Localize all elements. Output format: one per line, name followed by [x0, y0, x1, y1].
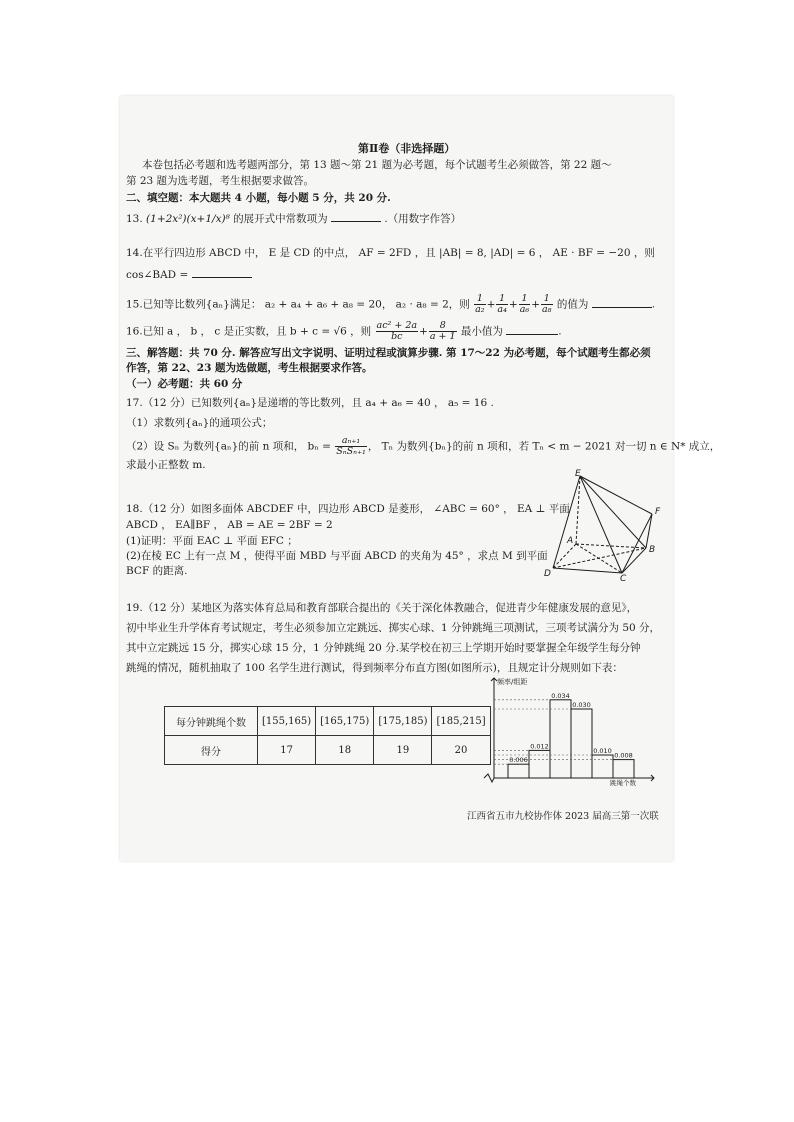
polyhedron-figure — [540, 469, 665, 584]
q17-line-3-post: ， Tₙ 为数列{bₙ}的前 n 项和，若 Tₙ < m − 2021 对一切 n ∈ N* 成立， — [367, 440, 721, 453]
histogram-data-label: 0.030 — [572, 701, 591, 709]
score-table-range: [175,185) — [374, 707, 432, 736]
score-table-range: [155,165) — [258, 707, 316, 736]
question-17-line-3 — [126, 436, 720, 457]
section-title: 第Ⅱ卷（非选择题） — [358, 142, 456, 155]
q16-pre: 16.已知 a ， b ， c 是正实数，且 b + c = √6 ，则 — [126, 325, 372, 338]
q17-line-4: 求最小正整数 m. — [126, 459, 206, 471]
histogram-data-label: 0.010 — [593, 747, 612, 755]
edge-ED — [553, 476, 580, 568]
label-B: B — [649, 545, 656, 555]
q15-answer-blank[interactable] — [592, 297, 652, 308]
q19-line-1: 19.（12 分）某地区为落实体育总局和教育部联合提出的《关于深化体教融合，促进青少年健康发展的意见》， — [126, 602, 638, 614]
q14-answer-blank[interactable] — [192, 267, 252, 278]
fill-heading: 二、填空题：本大题共 4 小题，每小题 5 分，共 20 分. — [126, 192, 391, 204]
q16-fraction-2: $\frac{8}{a + 1}$ — [429, 320, 456, 342]
score-table-header-label: 每分钟跳绳个数 — [165, 707, 258, 736]
q19-line-2: 初中毕业生升学体育考试规定，考生必须参加立定跳远、掷实心球、1 分钟跳绳三项测试，三项考试满分为 50 分， — [126, 622, 661, 634]
score-table-score: 17 — [258, 736, 316, 765]
q15-fraction-4: $\frac{1}{\text{a₈}}$ — [542, 293, 552, 315]
score-table-score: 18 — [316, 736, 374, 765]
q15-fraction-3: $\frac{1}{\text{a₆}}$ — [519, 293, 530, 315]
score-table-score: 19 — [374, 736, 432, 765]
exam-page — [120, 96, 721, 861]
q15-fraction-2: $\frac{1}{\text{a₄}}$ — [497, 293, 507, 315]
q18-line-5: BCF 的距离. — [126, 565, 188, 577]
histogram-bar — [592, 755, 613, 778]
histogram-ylabel: 频率/组距 — [497, 678, 528, 686]
axis-break-mark — [484, 774, 494, 782]
q15-pre: 15.已知等比数列{aₙ}满足： a₂ + a₄ + a₆ + a₈ = 20， a₂ · a₈ = 2，则 — [126, 298, 470, 311]
q13-text: 的展开式中常数项为 — [233, 213, 328, 225]
edge-EB — [580, 476, 646, 548]
q18-line-3: (1)证明：平面 EAC ⊥ 平面 EFC ； — [126, 535, 298, 547]
histogram-bar — [550, 700, 571, 778]
label-E: E — [575, 469, 581, 479]
q14-line-1: 14.在平行四边形 ABCD 中， E 是 CD 的中点， AF = 2FD ，且 |AB| = 8, |AD| = 6 ， AE · BF = −20 ，则 — [126, 247, 655, 259]
edge-DC — [553, 568, 622, 573]
histogram-bar — [571, 709, 592, 778]
frequency-histogram — [484, 676, 660, 787]
q16-answer-blank[interactable] — [506, 324, 558, 335]
q18-line-1: 18.（12 分）如图多面体 ABCDEF 中，四边形 ABCD 是菱形， ∠ABC = 60° ， EA ⊥ 平面 — [126, 503, 570, 515]
score-table-range: [185,215] — [432, 707, 490, 736]
q18-line-2: ABCD ， EA∥BF ， AB = AE = 2BF = 2 — [126, 519, 333, 531]
edge-FC — [622, 514, 652, 573]
edge-CB — [622, 548, 646, 573]
intro-line-2: 第 23 题为选考题，考生根据要求做答。 — [126, 175, 315, 187]
q13-expression: (1+2x²)(x+1/x)⁸ — [146, 213, 230, 225]
edge-EF — [580, 476, 652, 514]
intro-line-1: 本卷包括必考题和选考题两部分，第 13 题～第 21 题为必考题，每个试题考生必须做答，第 22 题～ — [142, 159, 612, 171]
q17-fraction: $\frac{\text{aₙ₊₁}}{\text{SₙSₙ₊₁}}$ — [336, 435, 366, 457]
required-heading: （一）必考题：共 60 分 — [126, 378, 243, 390]
q13-hint: .（用数字作答） — [384, 213, 462, 225]
edge-EC — [580, 476, 622, 573]
q13-number: 13. — [126, 213, 143, 225]
q14-line-2-text: cos∠BAD = — [126, 269, 189, 281]
histogram-bar — [508, 764, 529, 778]
page-footer: 江西省五市九校协作体 2023 届高三第一次联 — [467, 811, 659, 822]
score-table — [164, 706, 491, 765]
question-15: 15.已知等比数列{aₙ}满足： a₂ + a₄ + a₆ + a₈ = 20， a₂ · a₈ = 2，则 $\frac{1}{\text{a₂}}$ + $\frac{1}{\text{a₄}}$ + $\frac{1}{\text{a₆}}$ + $\frac{1}{\text{a₈}}$ 的值为 . — [126, 293, 656, 315]
score-table-range: [165,175) — [316, 707, 374, 736]
histogram-data-label: 0.008 — [614, 751, 633, 760]
histogram-bar — [529, 750, 550, 778]
score-table-score: 20 — [432, 736, 490, 765]
label-D: D — [544, 569, 551, 579]
edge-DB — [553, 548, 646, 568]
q19-line-3: 其中立定跳远 15 分，掷实心球 15 分，1 分钟跳绳 20 分.某学校在初三上学期开始时要掌握全年级学生每分钟 — [126, 642, 641, 654]
solve-heading-line-2: 作答，第 22、23 题为选做题，考生根据要求作答。 — [126, 362, 373, 374]
solve-heading-line-1: 三、解答题：共 70 分. 解答应写出文字说明、证明过程或演算步骤. 第 17～22 为必考题，每个试题考生都必须 — [126, 347, 651, 359]
q18-line-4: (2)在棱 EC 上有一点 M ，使得平面 MBD 与平面 ABCD 的夹角为 45° ，求点 M 到平面 — [126, 550, 548, 562]
histogram-data-label: 0.034 — [551, 691, 570, 700]
q19-line-4: 跳绳的情况，随机抽取了 100 名学生进行测试，得到频率分布直方图(如图所示)，且规定计分规则如下表： — [126, 662, 623, 674]
q15-fraction-1: $\frac{1}{\text{a₂}}$ — [475, 293, 485, 315]
q15-post: 的值为 — [556, 298, 589, 311]
q17-line-1: 17.（12 分）已知数列{aₙ}是递增的等比数列，且 a₄ + a₆ = 40 ， a₅ = 16 . — [126, 397, 494, 409]
label-C: C — [620, 574, 627, 584]
question-16: 16.已知 a ， b ， c 是正实数，且 b + c = √6 ，则 $\frac{\text{ac² + 2a}}{bc}$ + $\frac{8}{a + 1}$ 最小值为 . — [126, 320, 562, 342]
q16-post: 最小值为 — [460, 325, 503, 338]
score-table-header-row — [165, 707, 491, 736]
question-14-line-2 — [126, 267, 252, 282]
q13-answer-blank[interactable] — [331, 211, 381, 222]
q17-line-3-pre: （2）设 Sₙ 为数列{aₙ}的前 n 项和， bₙ = — [126, 440, 331, 453]
q17-line-2: （1）求数列{aₙ}的通项公式； — [126, 417, 273, 429]
score-table-score-row — [165, 736, 491, 765]
q16-fraction-1: $\frac{\text{ac² + 2a}}{bc}$ — [376, 320, 418, 342]
label-F: F — [655, 507, 661, 517]
histogram-data-label: 0.006 — [509, 756, 528, 765]
histogram-bar — [613, 760, 634, 778]
score-table-score-label: 得分 — [165, 736, 258, 765]
label-A: A — [567, 536, 574, 546]
histogram-xlabel: 跳绳个数 — [610, 779, 636, 787]
histogram-data-label: 0.012 — [530, 742, 549, 751]
question-13 — [126, 211, 461, 226]
